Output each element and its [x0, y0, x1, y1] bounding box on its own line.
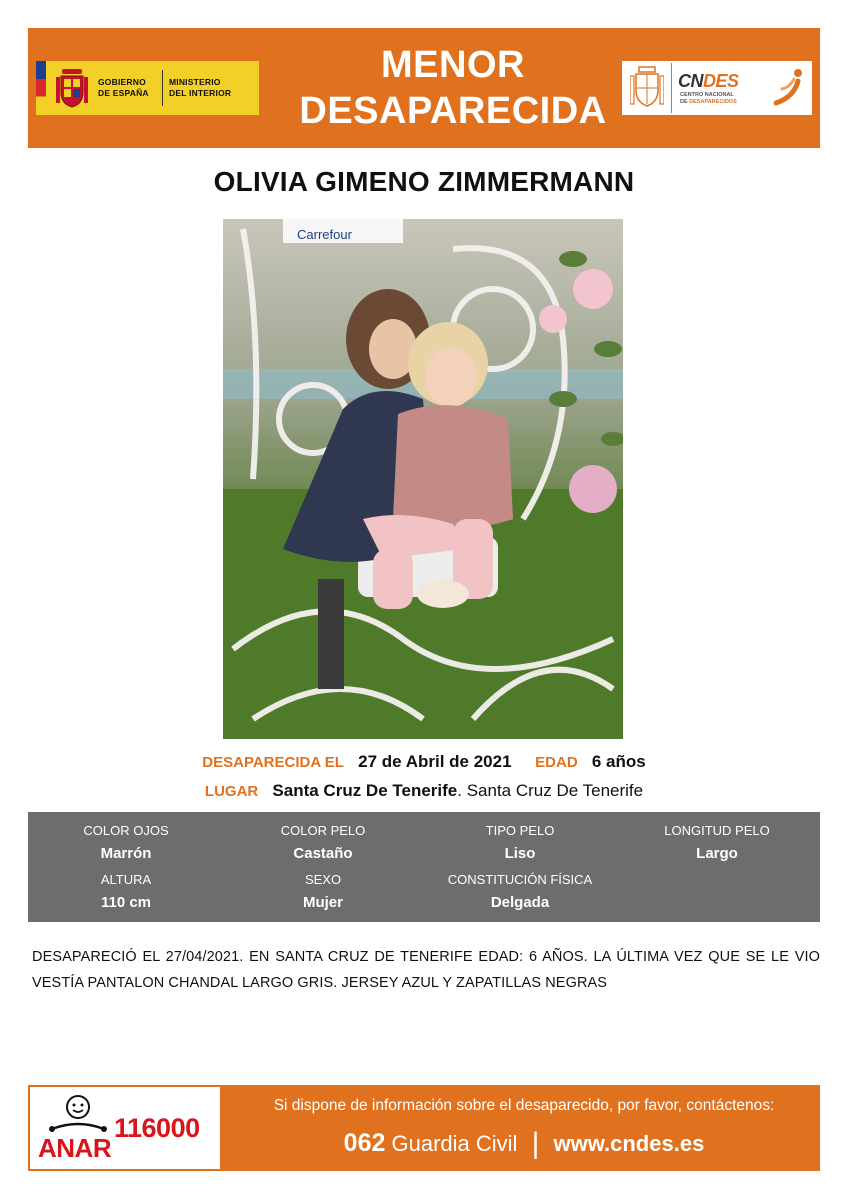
- anar-wordmark: ANAR: [38, 1133, 112, 1163]
- trait-hair-type: TIPO PELO Liso: [485, 823, 555, 862]
- person-name: OLIVIA GIMENO ZIMMERMANN: [213, 166, 635, 197]
- age-label: EDAD: [535, 754, 578, 771]
- header-banner: [28, 28, 820, 148]
- anar-child-icon: [48, 1093, 108, 1137]
- missing-date-label: DESAPARECIDA EL: [202, 754, 344, 771]
- gobierno-text: GOBIERNO DE ESPAÑA: [98, 77, 149, 98]
- missing-date-value: 27 de Abril de 2021: [358, 752, 512, 771]
- trait-eye-color: COLOR OJOS Marrón: [83, 823, 169, 862]
- trait-sex: SEXO Mujer: [302, 872, 343, 911]
- place-line: [0, 781, 848, 801]
- store-sign-text: Carrefour: [297, 227, 352, 242]
- missing-date-line: [0, 752, 848, 772]
- gobierno-logo: [36, 61, 259, 115]
- physical-traits-table: [28, 812, 820, 922]
- anar-logo: [30, 1087, 220, 1169]
- place-city: Santa Cruz De Tenerife: [272, 781, 458, 800]
- contact-footer: [28, 1085, 820, 1171]
- anar-phone-number[interactable]: 116000: [114, 1113, 200, 1143]
- contact-details: [228, 1125, 820, 1159]
- cndes-figure-icon: [772, 67, 806, 107]
- poster-title: MENOR DESAPARECIDA: [299, 44, 607, 132]
- logo-separator: [162, 70, 163, 106]
- place-province: . Santa Cruz De Tenerife: [457, 781, 644, 800]
- agency-name: Guardia Civil: [391, 1131, 518, 1156]
- cndes-subtitle: CENTRO NACIONAL DE DESAPARECIDOS: [680, 92, 737, 105]
- cndes-logo: [622, 61, 812, 115]
- place-label: LUGAR: [204, 783, 259, 800]
- trait-height: ALTURA 110 cm: [100, 872, 152, 911]
- ministerio-text: MINISTERIO DEL INTERIOR: [169, 77, 232, 98]
- cndes-shield-icon: [622, 63, 672, 113]
- contact-prompt: Si dispone de información sobre el desaparecido, por favor, contáctenos:: [273, 1097, 775, 1114]
- person-photo: [223, 219, 623, 739]
- cndes-wordmark: CNDES: [678, 71, 739, 91]
- case-description: DESAPARECIÓ EL 27/04/2021. EN SANTA CRUZ DE TENERIFE EDAD: 6 AÑOS. LA ÚLTIMA VEZ QUE SE LE VIO VESTÍA PANTALON CHANDAL LARGO GRIS. JERSEY AZUL Y ZAPATILLAS NEGRAS: [32, 949, 820, 991]
- trait-hair-color: COLOR PELO Castaño: [280, 823, 366, 862]
- trait-hair-length: LONGITUD PELO Largo: [664, 823, 770, 862]
- guardia-civil-phone[interactable]: 062: [343, 1129, 386, 1157]
- trait-build: CONSTITUCIÓN FÍSICA Delgada: [447, 872, 593, 911]
- flag-stripe: [36, 61, 46, 115]
- age-value: 6 años: [591, 752, 646, 771]
- coat-of-arms-icon: [54, 66, 90, 110]
- website-link[interactable]: www.cndes.es: [553, 1131, 705, 1156]
- contact-separator: |: [531, 1127, 540, 1160]
